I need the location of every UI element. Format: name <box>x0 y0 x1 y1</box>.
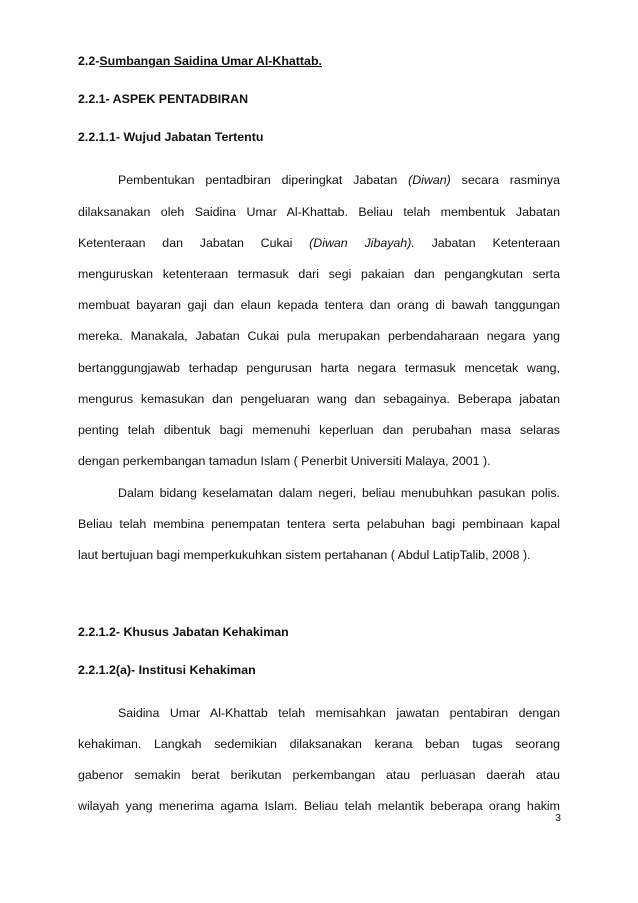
heading-section-2-2-1: 2.2.1- ASPEK PENTADBIRAN <box>78 92 249 106</box>
para1-line-1: Pembentukan pentadbiran diperingkat Jabatan (Diwan) secara rasminya <box>118 173 560 187</box>
para3-line-2: kehakiman. Langkah sedemikian dilaksanakan kerana beban tugas seorang <box>78 737 560 751</box>
para1-line-3: Ketenteraan dan Jabatan Cukai (Diwan Jibayah). Jabatan Ketenteraan <box>78 236 560 250</box>
para1-line-6: mereka. Manakala, Jabatan Cukai pula merupakan perbendaharaan negara yang <box>78 329 560 343</box>
para1-line-9: penting telah dibentuk bagi memenuhi keperluan dan perubahan masa selaras <box>78 423 560 437</box>
page-number: 3 <box>555 812 561 824</box>
para3-line-1: Saidina Umar Al-Khattab telah memisahkan jawatan pentabiran dengan <box>118 706 560 720</box>
para3-line-3: gabenor semakin berat berikutan perkembangan atau perluasan daerah atau <box>78 768 560 782</box>
para1-line-5: membuat bayaran gaji dan elaun kepada tentera dan orang di bawah tanggungan <box>78 298 560 312</box>
para1-line-2: dilaksanakan oleh Saidina Umar Al-Khattab. Beliau telah membentuk Jabatan <box>78 205 560 219</box>
heading-section-2-2-1-2: 2.2.1.2- Khusus Jabatan Kehakiman <box>78 625 289 639</box>
heading-title: Sumbangan Saidina Umar Al-Khattab. <box>99 54 322 68</box>
para3-line-4: wilayah yang menerima agama Islam. Beliau telah melantik beberapa orang hakim <box>78 799 560 813</box>
para1-line-10: dengan perkembangan tamadun Islam ( Penerbit Universiti Malaya, 2001 ). <box>78 454 491 468</box>
heading-section-2-2-1-2a: 2.2.1.2(a)- Institusi Kehakiman <box>78 663 256 677</box>
para2-line-1: Dalam bidang keselamatan dalam negeri, beliau menubuhkan pasukan polis. <box>118 486 560 500</box>
para1-line-8: mengurus kemasukan dan pengeluaran wang dan sebagainya. Beberapa jabatan <box>78 392 560 406</box>
para2-line-2: Beliau telah membina penempatan tentera serta pelabuhan bagi pembinaan kapal <box>78 517 560 531</box>
para1-line-7: bertanggungjawab terhadap pengurusan harta negara termasuk mencetak wang, <box>78 361 560 375</box>
heading-number: 2.2- <box>78 54 100 68</box>
para1-line-4: menguruskan ketenteraan termasuk dari segi pakaian dan pengangkutan serta <box>78 267 560 281</box>
para2-line-3: laut bertujuan bagi memperkukuhkan sistem pertahanan ( Abdul LatipTalib, 2008 ). <box>78 548 531 562</box>
heading-section-2-2-1-1: 2.2.1.1- Wujud Jabatan Tertentu <box>78 130 264 144</box>
heading-section-2-2 <box>78 54 322 68</box>
